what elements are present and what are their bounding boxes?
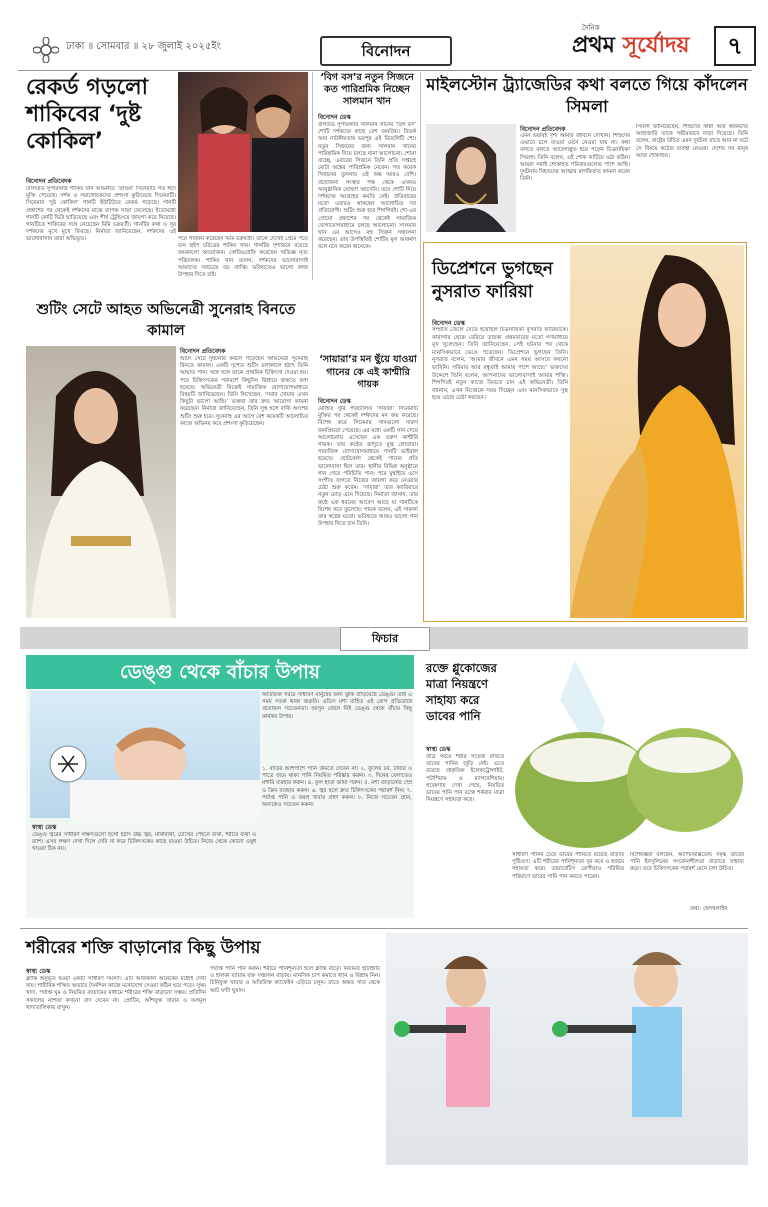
sunerah-photo [26,346,176,618]
sunerah-headline: শুটিং সেটে আহত অভিনেত্রী সুনেরাহ বিনতে কামাল [36,302,296,339]
strength-photo [386,933,748,1165]
coconut-headline: রক্তে গ্লুকোজের মাত্রা নিয়ন্ত্রণে সাহায্য করে ডাবের পানি [426,661,497,723]
dengue-photo [30,690,260,818]
saiyaara-headline: ‘সায়ারা’র মন ছুঁয়ে যাওয়া গানের কে এই কাশ্মীরি গায়ক [319,354,417,390]
salman-byline: বিনোদন ডেস্ক [318,114,351,121]
strength-body-1: ক্লান্তি অনুভূত হওয়া একটি সাধারণ সমস্যা। এটি আজকাল অনেকের মধ্যেই দেখা যায়। শারীরিক শক্তির অভাবে দৈনন্দিন কাজে মনোযোগ দেওয়া কঠিন হয়ে পড়ে। সুষম খাদ্য, পর্যাপ্ত ঘুম ও নিয়মিত ব্যায়ামের মাধ্যমে শরীরের শক্তি বাড়ানো সম্ভব। প্রতিদিন সকালের নাশতা কখনো বাদ দেবেন না। প্রোটিন, আঁশযুক্ত খাবার ও ফলমূল খাদ্যতালিকায় রাখুন। [26,976,206,1011]
coconut-illustration [505,660,745,850]
flower-icon [33,37,59,63]
dengue-body: ডেঙ্গু জ্বরের সাধারণ লক্ষণগুলো হলো হঠাৎ উচ্চ জ্বর, মাথাব্যথা, চোখের পেছনে ব্যথা, শরীরে ব্যথা ও র‍্যাশ। এসব লক্ষণ দেখা দিলে দেরি না করে চিকিৎসকের কাছে যাওয়া উচিত। নিজে থেকে কোনো ওষুধ খাওয়া ঠিক নয়। [32,832,256,853]
dengue-headline: ডেঙ্গু থেকে বাঁচার উপায় [120,661,320,683]
women-exercising-illustration [386,933,748,1165]
salman-headline: ‘বিগ বস’র নতুন সিজনে কত পারিশ্রমিক নিচ্ছেন সালমান খান [320,72,414,107]
newspaper-logo [572,28,690,65]
simla-body-2: সিমলা জানিয়েছেন, শিশুদের কান্না আর স্বজনদের আহাজারি তাকে গভীরভাবে নাড়া দিয়েছে। তিনি বলেন, রাষ্ট্রের উচিত এমন দুর্ঘটনা যাতে আর না ঘটে সে বিষয়ে কঠোর ব্যবস্থা নেওয়া। দেশের সব মানুষ আজ শোকাহত। [636,124,748,159]
saiyaara-body: মোহিত সুরি পরিচালিত ‘সায়ারা’ সিনেমাটি মুক্তির পর থেকেই দর্শকদের মন জয় করেছে। বিশেষ করে সিনেমার গানগুলো দারুণ জনপ্রিয়তা পেয়েছে। এর মধ্যে একটি গান গেয়ে আলোচনায় এসেছেন এক তরুণ কাশ্মীরি গায়ক। তার কণ্ঠের জাদুতে মুগ্ধ শ্রোতারা। সামাজিক যোগাযোগমাধ্যমে গানটি ভাইরাল হয়েছে। ছোটবেলা থেকেই গানের প্রতি ভালোবাসা ছিল তার। স্থানীয় বিভিন্ন অনুষ্ঠানে গান গেয়ে পরিচিতি পান। পরে মুম্বাইয়ে এসে সংগীত জগতে নিজের জায়গা করে নেওয়ার চেষ্টা শুরু করেন। ‘সায়ারা’ তার ক্যারিয়ারে নতুন মোড় এনে দিয়েছে। নির্মাতা জানান, তার কণ্ঠে এক ধরনের আবেগ আছে যা গানটিকে বিশেষ করে তুলেছে। গায়ক বলেন, এই সাফল্য তার স্বপ্নের মতো। ভবিষ্যতে আরও ভালো গান উপহার দিতে চান তিনি। [318,406,418,528]
sunerah-byline: বিনোদন প্রতিবেদক [180,348,226,355]
woman-illustration [570,245,744,618]
shakib-byline: বিনোদন প্রতিবেদক [26,178,72,185]
page-number: ৭ [714,26,756,66]
nusrat-photo [570,245,744,618]
coconut-photo [505,660,745,850]
coconut-body-2: সাধারণ পানির চেয়ে ডাবের পানিতে রয়েছে বাড়তি পুষ্টিগুণ। এটি শরীরের পানিশূন্যতা দূর করে ও হজমে সহায়তা করে। ডায়াবেটিস রোগীরাও পরিমিত পরিমাণে ডাবের পানি পান করতে পারেন। [512,852,624,880]
nusrat-headline: ডিপ্রেশনে ভুগছেন নুসরাত ফারিয়া [432,259,553,302]
header-rule [18,70,752,71]
strength-body-2: পর্যাপ্ত পানি পান করুন। শরীরে পানিশূন্যতা হলে ক্লান্তি বাড়ে। নিয়মিত হাঁটাহাঁটি ও হালকা ব্যায়াম রক্ত সঞ্চালন বাড়ায়। মানসিক চাপ কমাতে ধ্যান ও বিশ্রাম নিন। চিনিযুক্ত খাবার ও অতিরিক্ত ক্যাফেইন এড়িয়ে চলুন। রাতে অন্তত সাত থেকে আট ঘণ্টা ঘুমান। [210,966,380,994]
strength-byline: স্বাস্থ্য ডেস্ক [26,968,51,975]
masthead [0,0,768,70]
shakib-photo [178,72,308,232]
salman-body: বলিউড সুপারস্টার সালমান খানের ‘বিগ বস’ শোটি দর্শকদের কাছে বেশ জনপ্রিয়। বিতর্ক আর নাটকীয়তায় ভরপুর এই রিয়েলিটি শো। নতুন সিজনের জন্য সালমান খানের পারিশ্রমিক নিয়ে চলছে নানা আলোচনা। শোনা যাচ্ছে, এবারের সিজনে তিনি প্রতি সপ্তাহে মোটা অঙ্কের পারিশ্রমিক নেবেন। গত কয়েক সিজনের তুলনায় এই অঙ্ক আরও বেশি। প্রযোজনা সংস্থার পক্ষ থেকে এখনও আনুষ্ঠানিক ঘোষণা আসেনি। তবে শোটি নিয়ে দর্শকদের আগ্রহের কমতি নেই। প্রতিবারের মতো এবারও থাকছেন আলোচিত সব প্রতিযোগী। শুটিং শুরু হবে শিগগিরই। শো-এর প্রোমো প্রকাশের পর থেকেই সামাজিক যোগাযোগমাধ্যমে চলছে আলোচনা। সালমান খান এর আগেও বহু সিজন সঞ্চালনা করেছেন। তার উপস্থিতিই শোটির মূল আকর্ষণ বলে মনে করেন অনেকে। [318,122,416,251]
column-divider [312,72,313,280]
simla-photo [426,124,516,232]
couple-illustration [178,72,308,232]
sunerah-body: শুটিং সেটে দুর্ঘটনার কবলে পড়েছেন অভিনেত্রী সুনেরাহ বিনতে কামাল। একটি দৃশ্যের শুটিং চলাকালে হঠাৎ তিনি আঘাত পান। সঙ্গে সঙ্গে তাকে প্রাথমিক চিকিৎসা দেওয়া হয়। পরে চিকিৎসকের পরামর্শে কিছুদিন বিশ্রামে থাকতে বলা হয়েছে। অভিনেত্রী নিজেই সামাজিক যোগাযোগমাধ্যমে বিষয়টি জানিয়েছেন। তিনি লিখেছেন, ‘সবার দোয়ায় এখন কিছুটা ভালো আছি।’ ভক্তরা তার দ্রুত আরোগ্য কামনা করেছেন। নির্মাতা জানিয়েছেন, তিনি সুস্থ হলে বাকি অংশের শুটিং শুরু হবে। সুনেরাহ এর আগে বেশ কয়েকটি আলোচিত কাজে অভিনয় করে প্রশংসা কুড়িয়েছেন। [180,356,308,427]
actress-illustration [26,346,176,618]
simla-body-1: এমন ভয়াবহ দৃশ্য আমার জীবনে দেখিনি। শিশুদের এভাবে চলে যাওয়া মেনে নেওয়া যায় না। কথা বলতে বলতে আবেগাপ্লুত হয়ে পড়েন চিত্রনায়িকা সিমলা। তিনি বলেন, এই শোক কাটিয়ে ওঠা কঠিন। আমরা সবাই শোকাহত পরিবারগুলোর পাশে আছি। দুর্ঘটনায় নিহতদের আত্মার মাগফিরাত কামনা করেন তিনি। [520,133,630,183]
saiyaara-byline: বিনোদন ডেস্ক [318,398,351,405]
dengue-tips: ১. বাড়ির আশপাশে পানি জমতে দেবেন না। ২. ফুলের টব, টায়ার ও পাত্রে জমে থাকা পানি নিয়মিত পরিষ্কার করুন। ৩. দিনের বেলাতেও মশারি ব্যবহার করুন। ৪. ফুল হাতা জামা পরুন। ৫. মশা তাড়ানোর স্প্রে ও ক্রিম ব্যবহার করুন। ৬. জ্বর হলে দ্রুত চিকিৎসকের পরামর্শ নিন। ৭. পর্যাপ্ত পানি ও তরল খাবার গ্রহণ করুন। ৮. নিজে সচেতন হোন, অন্যকেও সচেতন করুন। [262,766,412,809]
logo-prefix: দৈনিক [582,24,600,32]
portrait-illustration [426,124,516,232]
shakib-headline: রেকর্ড গড়লো শাকিবের ‘দুষ্ট কোকিল’ [26,75,149,154]
nusrat-body: সম্প্রতি জেলে যেতে হয়েছিল চিত্রনায়িকা নুসরাত ফারিয়াকে। কারাগার থেকে বেরিয়ে তারকা প্রথমবারের মতো গণমাধ্যমে মুখ খুলেছেন। তিনি জানিয়েছেন, সেই ঘটনার পর থেকে মানসিকভাবে ভেঙে পড়েছেন। ডিপ্রেশনে ভুগছেন তিনি। নুসরাত বলেন, ‘আমার জীবনে এমন সময় আসবে কখনো ভাবিনি। পরিবার আর বন্ধুরাই আমার পাশে আছে।’ ভক্তদের উদ্দেশে তিনি বলেন, আপনাদের ভালোবাসাই আমার শক্তি। শিগগিরই নতুন কাজে ফিরতে চান এই অভিনেত্রী। তিনি জানান, এখন নিজেকে সময় দিচ্ছেন এবং মানসিকভাবে সুস্থ হয়ে ওঠার চেষ্টা করছেন। [432,327,568,402]
section-rule [20,928,748,929]
nusrat-byline: বিনোদন ডেস্ক [432,320,465,327]
date-line: ঢাকা ॥ সোমবার ॥ ২৮ জুলাই ২০২৫ইং [66,41,221,52]
sleeping-child-illustration [30,690,260,818]
strength-headline: শরীরের শক্তি বাড়ানোর কিছু উপায় [26,938,261,958]
shakib-body-2: পরে পারফর্ম করেছেন মিমি চক্রবর্তী। তাকে দেখেই প্রেমে পড়ে যান হুইপ চরিত্রের শাকিব খান। গানটির দৃশ্যায়নে রয়েছে জমকালো আয়োজন। কোরিওগ্রাফি করেছেন অভিজ্ঞ নৃত্য পরিচালক। শাকিব খান বলেন, দর্শকদের ভালোবাসাই আমাদের সবচেয়ে বড় প্রাপ্তি। ভবিষ্যতেও ভালো কাজ উপহার দিতে চাই। [178,236,308,279]
feature-label: ফিচার [340,627,430,651]
coconut-body-3: বিশেষজ্ঞরা বলছেন, অ্যান্টিঅক্সিডেন্ট সমৃদ্ধ ডাবের পানি ইনসুলিনের সংবেদনশীলতা বাড়াতে সাহায্য করে। তবে চিকিৎসকের পরামর্শ মেনে চলা উচিত। [630,852,744,873]
section-title: বিনোদন [320,36,452,66]
logo-part-2: সূর্যোদয় [622,33,690,58]
column-divider [420,72,421,352]
logo-part-1: প্রথম [572,33,623,58]
simla-headline: মাইলস্টোন ট্র্যাজেডির কথা বলতে গিয়ে কাঁদলেন সিমলা [426,75,748,116]
coconut-credit: তথ্য: হেলথলাইন [690,906,728,912]
dengue-byline: স্বাস্থ্য ডেস্ক [32,824,57,831]
coconut-body-1: তীব্র গরমে শরীর সতেজ রাখতে ডাবের পানির জুড়ি নেই। এতে রয়েছে প্রাকৃতিক ইলেকট্রোলাইট, পটাশিয়াম ও ম্যাগনেশিয়াম। গবেষণায় দেখা গেছে, নিয়মিত ডাবের পানি পান রক্তে শর্করার মাত্রা নিয়ন্ত্রণে সহায়তা করে। [426,754,504,804]
dengue-intro: অতিরিক্ত গরমে সাধারণ মানুষের জন্য ঝুঁকি বাড়িয়েছে ডেঙ্গু। তাই এ সময় সতর্ক থাকা জরুরি। এডিস মশা বাহিত এই রোগ প্রতিরোধে প্রয়োজন সচেতনতা। আসুন জেনে নিই ডেঙ্গু থেকে বাঁচার কিছু কার্যকর উপায়। [262,692,412,720]
simla-byline: বিনোদন প্রতিবেদক [520,126,566,133]
coconut-byline: স্বাস্থ্য ডেস্ক [426,746,451,753]
shakib-body-1: ঢালিউড সুপারস্টার শাকিব খান অভিনীত ‘তাণ্ডব’ সিনেমাটি গত ঈদে মুক্তি পেয়েছে। দর্শক ও সমালোচকদের প্রশংসা কুড়িয়েছে সিনেমাটি। সিনেমার ‘দুষ্ট কোকিল’ গানটি ইউটিউবে রেকর্ড গড়েছে। গানটি প্রকাশের পর থেকেই দর্শকদের মাঝে ব্যাপক সাড়া ফেলেছে। ইতোমধ্যে গানটি কোটি ভিউ ছাড়িয়েছে এবং শীর্ষ ট্রেন্ডিংয়ে জায়গা করে নিয়েছে। গানটিতে শাকিবের সঙ্গে নেচেছেন মিমি চক্রবর্তী। গানটির কথা ও সুর দর্শকদের মুখে মুখে ফিরছে। নির্মাতা জানিয়েছেন, দর্শকদের এই ভালোবাসায় তারা অভিভূত। [26,186,176,243]
